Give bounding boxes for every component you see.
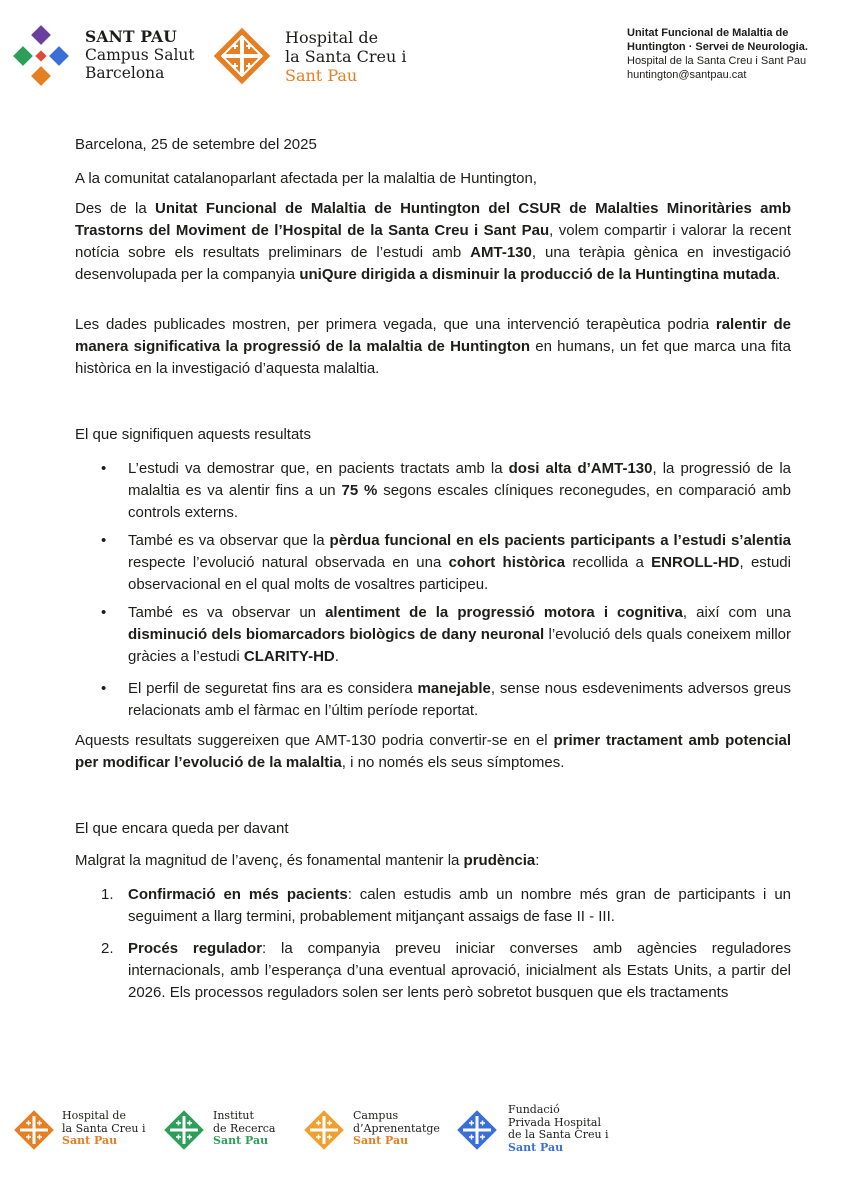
bullet-dot: • xyxy=(101,532,107,549)
letter-date: Barcelona, 25 de setembre del 2025 xyxy=(75,136,317,153)
santpau-logo-line3: Barcelona xyxy=(85,64,165,82)
b2-f: ENROLL-HD xyxy=(651,554,740,571)
b4-b: manejable xyxy=(417,680,491,697)
footer-fundacio-line3: de la Santa Creu i xyxy=(508,1128,609,1141)
footer-institut-logo-icon xyxy=(162,1108,206,1152)
hospital-sant-pau-logo-text xyxy=(285,28,406,85)
footer-hospital-text xyxy=(62,1110,146,1148)
p2-highlight: ralentir de manera significativa la progressió de la malaltia de Huntington xyxy=(75,316,791,355)
b2-c: respecte l’evolució natural observada en una xyxy=(128,554,449,571)
bullet-dot: • xyxy=(101,604,107,621)
b3-a: També es va observar un xyxy=(128,604,326,621)
b1-e: segons escales clíniques reconegudes, en comparació amb controls externs. xyxy=(128,482,791,521)
footer-fundacio-logo-icon xyxy=(455,1108,499,1152)
section2-intro xyxy=(75,850,791,872)
p2-text-a: Les dades publicades mostren, per primera vegada, que una intervenció terapèutica podria xyxy=(75,316,716,333)
section1-bullet-3 xyxy=(128,602,791,668)
b3-f: CLARITY-HD xyxy=(243,648,335,665)
footer-hospital-line3: Sant Pau xyxy=(62,1134,118,1147)
b2-g: , estudi observacional en el qual molts de vosaltres participeu. xyxy=(128,554,791,593)
item2-title: Procés regulador xyxy=(128,940,263,957)
p1-text-e: , una teràpia gènica en investigació desenvolupada per la companyia xyxy=(75,244,791,283)
b3-g: . xyxy=(334,648,339,665)
p2-text-c: en humans, un fet que marca una fita històrica en la investigació d’aquesta malaltia. xyxy=(75,338,791,377)
item1-title: Confirmació en més pacients xyxy=(128,886,348,903)
p1-amt130: AMT-130 xyxy=(470,244,532,261)
item1-text: : calen estudis amb un nombre més gran de participants i un seguiment a llarg termini, probablement mitjançant assaigs de fase II - III. xyxy=(128,886,791,925)
intro-c: : xyxy=(535,852,540,869)
footer-fundacio-line1: Fundació xyxy=(508,1103,560,1116)
b4-a: El perfil de seguretat fins ara es considera xyxy=(128,680,418,697)
footer-fundacio-text xyxy=(508,1104,609,1154)
footer-hospital-line2: la Santa Creu i xyxy=(62,1121,146,1135)
item2-text: : la companyia preveu iniciar converses amb agències reguladores internacionals, amb l’esperança d’una eventual aprovació, inicialment als Estats Units, a partir del 2026. Els processos reguladors solen ser lents però sobretot busquen que els tractaments xyxy=(128,940,791,1001)
section1-bullet-2 xyxy=(128,530,791,596)
p1-unit-name: Unitat Funcional de Malaltia de Huntington del CSUR de Malalties Minoritàries amb Trastorns del Moviment de l’Hospital de la Santa Creu i Sant Pau xyxy=(75,200,791,239)
b1-a: L’estudi va demostrar que, en pacients tractats amb la xyxy=(128,460,509,477)
sant-pau-campus-logo-text xyxy=(85,28,195,82)
b1-b: dosi alta d’AMT-130 xyxy=(508,460,653,477)
hospital-logo-line3: Sant Pau xyxy=(285,66,358,85)
section1-bullet-4 xyxy=(128,678,791,722)
b3-b: alentiment de la progressió motora i cognitiva xyxy=(325,604,683,621)
hospital-logo-line1: Hospital de xyxy=(285,28,379,47)
footer-institut-line3: Sant Pau xyxy=(213,1134,269,1147)
b3-d: disminució dels biomarcadors biològics de dany neuronal xyxy=(128,626,545,643)
list-number-2: 2. xyxy=(101,940,114,957)
section2-item-2 xyxy=(128,938,791,1004)
bullet-dot: • xyxy=(101,680,107,697)
b2-a: També es va observar que la xyxy=(128,532,330,549)
footer-campus-text xyxy=(353,1110,440,1148)
p1-text-c: , volem compartir i valorar la recent notícia sobre els resultats preliminars de l’estudi amb xyxy=(75,222,792,261)
section2-heading: El que encara queda per davant xyxy=(75,820,289,837)
b3-e: l’evolució dels quals coneixem millor gràcies a l’estudi xyxy=(128,626,791,665)
conclusion-c: , i no només els seus símptomes. xyxy=(341,754,565,771)
letter-greeting: A la comunitat catalanoparlant afectada per la malaltia de Huntington, xyxy=(75,170,537,187)
unit-email: huntington@santpau.cat xyxy=(627,69,747,81)
footer-hospital-logo-icon xyxy=(12,1108,56,1152)
footer-fundacio-line2: Privada Hospital xyxy=(508,1115,601,1129)
conclusion-a: Aquests resultats suggereixen que AMT-130 podria convertir-se en el xyxy=(75,732,554,749)
unit-address-block xyxy=(627,26,852,82)
unit-name-line1: Unitat Funcional de Malaltia de xyxy=(627,27,789,39)
list-number-1: 1. xyxy=(101,886,114,903)
intro-a: Malgrat la magnitud de l’avenç, és fonamental mantenir la xyxy=(75,852,464,869)
p1-text-g: . xyxy=(776,266,781,283)
b3-c: , així com una xyxy=(682,604,791,621)
footer-campus-line2: d’Aprenentatge xyxy=(353,1121,440,1135)
footer-campus-logo-icon xyxy=(302,1108,346,1152)
b4-c: , sense nous esdeveniments adversos greus relacionats amb el fàrmac en l’últim període reportat. xyxy=(128,680,791,719)
santpau-logo-line1: SANT PAU xyxy=(85,27,177,46)
p1-text-a: Des de la xyxy=(75,200,156,217)
section1-bullet-1 xyxy=(128,458,791,524)
hospital-logo-line2: la Santa Creu i xyxy=(285,47,407,66)
p1-uniqure: uniQure dirigida a disminuir la producció de la Huntingtina mutada xyxy=(299,266,777,283)
intro-b: prudència xyxy=(463,852,536,869)
paragraph-intro xyxy=(75,198,791,286)
hospital-sant-pau-logo-icon xyxy=(210,24,274,88)
unit-hospital-line: Hospital de la Santa Creu i Sant Pau xyxy=(627,55,807,67)
footer-institut-line1: Institut xyxy=(213,1109,254,1122)
bullet-dot: • xyxy=(101,460,107,477)
footer-fundacio-line4: Sant Pau xyxy=(508,1140,564,1154)
b2-b: pèrdua funcional en els pacients participants a l’estudi s’alentia xyxy=(329,532,791,549)
footer-hospital-line1: Hospital de xyxy=(62,1109,126,1122)
b2-d: cohort històrica xyxy=(448,554,566,571)
section1-heading: El que signifiquen aquests resultats xyxy=(75,426,311,443)
footer-campus-line1: Campus xyxy=(353,1109,399,1122)
unit-name-line2: Huntington · Servei de Neurologia. xyxy=(627,41,808,53)
footer-institut-line2: de Recerca xyxy=(213,1121,276,1135)
conclusion-b: primer tractament amb potencial per modificar l’evolució de la malaltia xyxy=(75,732,791,771)
footer-institut-text xyxy=(213,1110,276,1148)
section1-conclusion xyxy=(75,730,791,774)
b2-e: recollida a xyxy=(565,554,652,571)
section2-item-1 xyxy=(128,884,791,928)
santpau-logo-line2: Campus Salut xyxy=(85,46,195,64)
footer-campus-line3: Sant Pau xyxy=(353,1134,409,1147)
paragraph-results xyxy=(75,314,791,380)
b1-d: 75 % xyxy=(341,482,378,499)
sant-pau-campus-logo-icon xyxy=(10,25,72,87)
b1-c: , la progressió de la malaltia es va alentir fins a un xyxy=(128,460,791,499)
